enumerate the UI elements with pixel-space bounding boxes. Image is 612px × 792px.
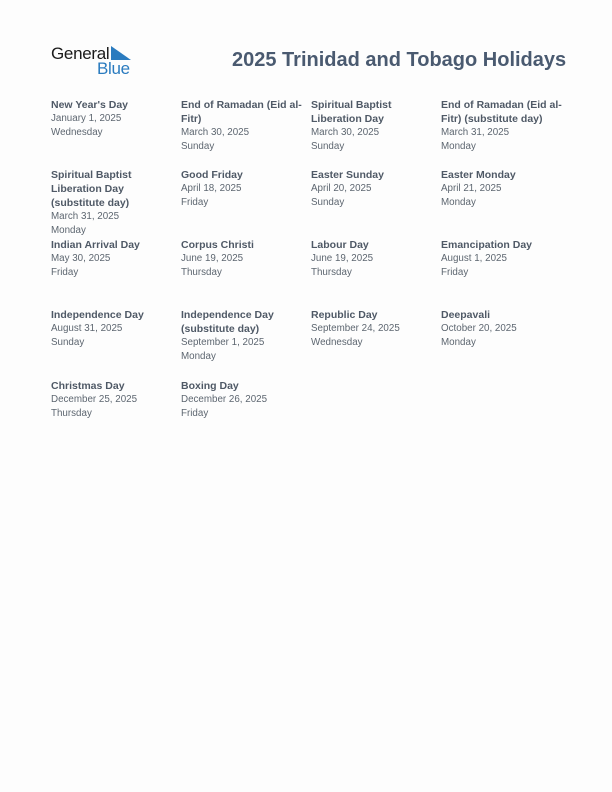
holiday-weekday: Monday (441, 336, 476, 348)
logo-word-general: General (51, 44, 110, 63)
holiday-name: End of Ramadan (Eid al-Fitr) (181, 99, 302, 125)
holiday-entry (311, 308, 436, 350)
holiday-entry (441, 168, 566, 210)
holiday-name: Labour Day (311, 239, 369, 251)
holiday-entry (181, 308, 306, 364)
holiday-date: May 30, 2025 (51, 253, 111, 264)
holiday-date: April 21, 2025 (441, 183, 502, 194)
holiday-weekday: Monday (441, 140, 476, 152)
holiday-weekday: Thursday (181, 266, 222, 278)
holiday-name: Easter Sunday (311, 169, 384, 181)
holiday-date: April 18, 2025 (181, 183, 242, 194)
holiday-entry (441, 98, 566, 154)
holiday-name: Republic Day (311, 309, 378, 321)
holiday-date: August 1, 2025 (441, 253, 507, 264)
holiday-date: March 31, 2025 (51, 211, 120, 222)
holiday-name: Christmas Day (51, 380, 125, 392)
holiday-weekday: Wednesday (51, 126, 103, 138)
holiday-name: Indian Arrival Day (51, 239, 140, 251)
holiday-entry (51, 308, 176, 350)
holiday-weekday: Friday (441, 266, 469, 278)
holiday-name: Spiritual Baptist Liberation Day (311, 99, 392, 125)
holiday-entry (181, 168, 306, 210)
holiday-date: April 20, 2025 (311, 183, 372, 194)
holiday-weekday: Sunday (311, 196, 345, 208)
holiday-date: March 30, 2025 (181, 127, 250, 138)
holiday-entry (441, 308, 566, 350)
holiday-weekday: Thursday (311, 266, 352, 278)
holiday-entry (311, 168, 436, 210)
holiday-weekday: Monday (51, 224, 86, 236)
holiday-weekday: Friday (181, 196, 209, 208)
holiday-weekday: Friday (181, 407, 209, 419)
holiday-date: September 24, 2025 (311, 323, 400, 334)
page-title: 2025 Trinidad and Tobago Holidays (232, 49, 567, 71)
holiday-date: June 19, 2025 (311, 253, 374, 264)
holiday-entry (51, 238, 176, 280)
holiday-name: Good Friday (181, 169, 243, 181)
logo-triangle-icon (111, 46, 131, 60)
holiday-weekday: Sunday (51, 336, 85, 348)
holiday-name: Emancipation Day (441, 239, 533, 251)
holiday-entry (51, 168, 176, 238)
holiday-weekday: Monday (441, 196, 476, 208)
holiday-date: December 26, 2025 (181, 394, 268, 405)
holiday-date: March 31, 2025 (441, 127, 510, 138)
holiday-entry (311, 98, 436, 154)
holiday-name: Spiritual Baptist Liberation Day (substitute day) (51, 169, 132, 209)
holiday-date: June 19, 2025 (181, 253, 244, 264)
holiday-entry (441, 238, 566, 280)
holiday-name: New Year's Day (51, 99, 129, 111)
logo-word-blue: Blue (97, 59, 130, 78)
holiday-name: Independence Day (51, 309, 144, 321)
holiday-weekday: Sunday (311, 140, 345, 152)
generalblue-logo (51, 44, 141, 78)
holiday-entry (311, 238, 436, 280)
holiday-weekday: Sunday (181, 140, 215, 152)
holiday-entry (51, 379, 176, 421)
holiday-date: August 31, 2025 (51, 323, 123, 334)
holiday-date: December 25, 2025 (51, 394, 138, 405)
holiday-entry (51, 98, 176, 140)
holiday-weekday: Monday (181, 350, 216, 362)
holiday-name: Independence Day (substitute day) (181, 309, 274, 335)
holiday-date: September 1, 2025 (181, 337, 265, 348)
holiday-name: Boxing Day (181, 380, 239, 392)
holiday-date: March 30, 2025 (311, 127, 380, 138)
holiday-name: End of Ramadan (Eid al-Fitr) (substitute day) (441, 99, 562, 125)
holiday-entry (181, 98, 306, 154)
holiday-name: Easter Monday (441, 169, 516, 181)
holiday-entry (181, 238, 306, 280)
holiday-weekday: Thursday (51, 407, 92, 419)
holiday-name: Deepavali (441, 309, 491, 321)
holiday-date: January 1, 2025 (51, 113, 122, 124)
holiday-date: October 20, 2025 (441, 323, 517, 334)
holiday-entry (181, 379, 306, 421)
holiday-name: Corpus Christi (181, 239, 254, 251)
holiday-weekday: Wednesday (311, 336, 363, 348)
holiday-weekday: Friday (51, 266, 79, 278)
